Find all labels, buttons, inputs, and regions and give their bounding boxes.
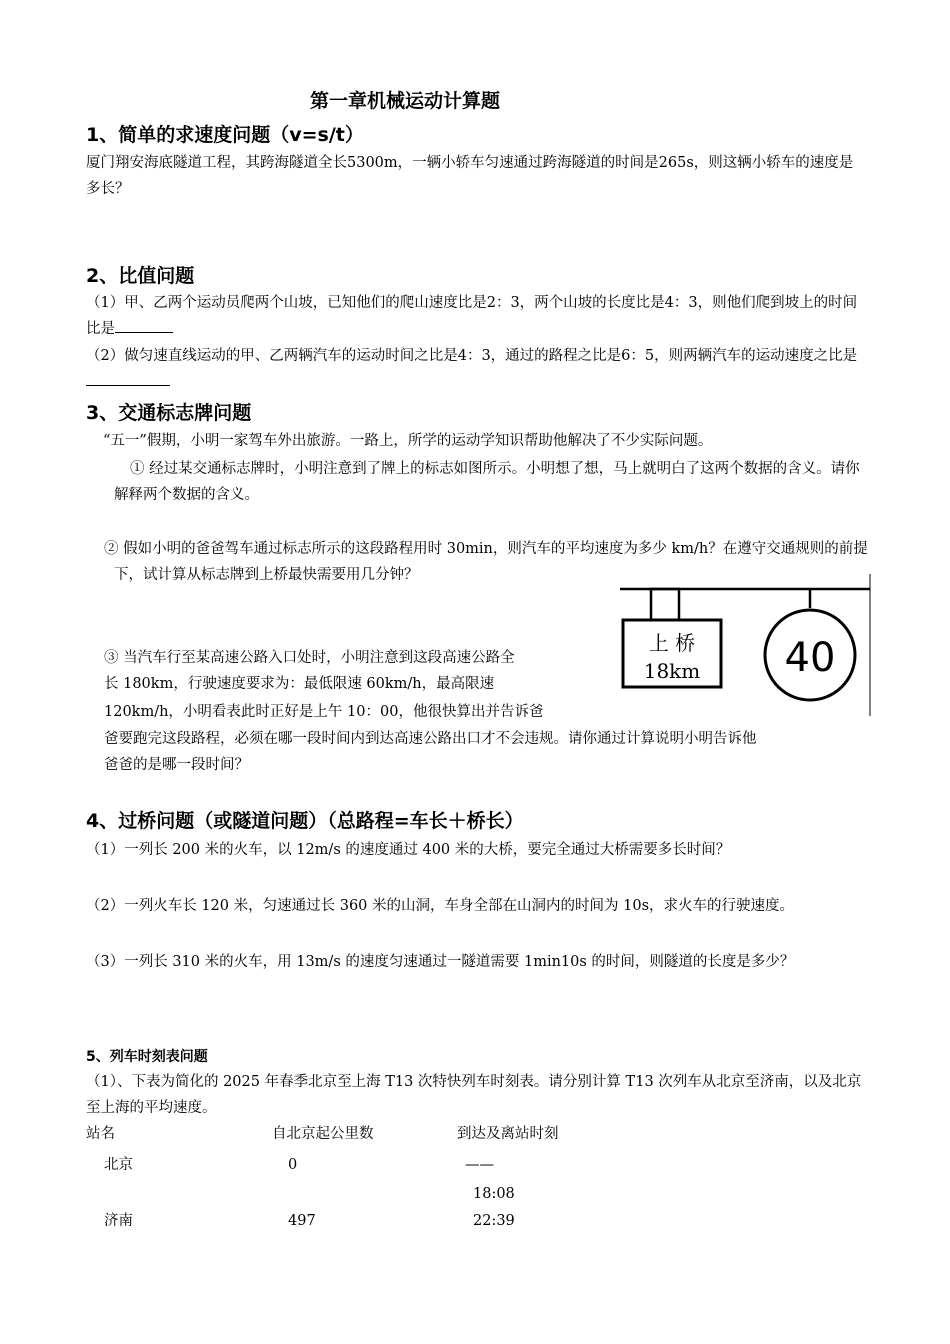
answer-blank[interactable] — [86, 371, 170, 386]
section-4-q1: （1）一列长 200 米的火车，以 12m/s 的速度通过 400 米的大桥，要完全通过大桥需要多长时间？ — [86, 842, 731, 858]
table-row-station: 济南 — [104, 1213, 133, 1229]
section-3-intro: “五一”假期，小明一家驾车外出旅游。一路上，所学的运动学知识帮助他解决了不少实际问题。 — [103, 433, 713, 449]
table-row-km: 0 — [288, 1157, 298, 1173]
sign-text-bridge: 上 桥 — [648, 631, 696, 655]
section-5-q1: （1）、下表为简化的 2025 年春季北京至上海 T13 次特快列车时刻表。请分别计算 T13 次列车从北京至济南，以及北京至上海的平均速度。 — [86, 1074, 862, 1116]
page-title: 第一章机械运动计算题 — [310, 90, 501, 112]
section-4-heading: 4、过桥问题（或隧道问题）（总路程=车长＋桥长） — [86, 810, 524, 832]
traffic-sign-figure — [614, 570, 872, 718]
table-row-time: —— — [465, 1157, 494, 1173]
sign-bracket — [651, 589, 679, 620]
table-header-km: 自北京起公里数 — [272, 1126, 374, 1142]
sign-text-distance: 18km — [643, 659, 701, 683]
table-row-km: 497 — [288, 1213, 316, 1229]
section-2-heading: 2、比值问题 — [86, 265, 195, 287]
section-4-q2: （2）一列火车长 120 米，匀速通过长 360 米的山洞，车身全部在山洞内的时间为 10s，求火车的行驶速度。 — [86, 898, 795, 914]
section-4-q3: （3）一列长 310 米的火车，用 13m/s 的速度匀速通过一隧道需要 1min10s 的时间，则隧道的长度是多少？ — [86, 954, 795, 970]
section-3-q1: ① 经过某交通标志牌时，小明注意到了牌上的标志如图所示。小明想了想，马上就明白了这两个数据的含义。请你解释两个数据的含义。 — [114, 461, 860, 503]
section-2-q1-text: （1）甲、乙两个运动员爬两个山坡，已知他们的爬山速度比是2：3，两个山坡的长度比是4：3，则他们爬到坡上的时间比是 — [86, 295, 858, 337]
section-2-q2 — [86, 343, 864, 395]
section-3-q3-line5: 爸爸的是哪一段时间？ — [104, 757, 249, 773]
section-3-q3-line3: 120km/h，小明看表此时正好是上午 10：00，他很快算出并告诉爸 — [104, 704, 544, 720]
table-row-time: 22:39 — [473, 1213, 515, 1229]
answer-blank[interactable] — [115, 318, 173, 333]
section-3-heading: 3、交通标志牌问题 — [86, 402, 252, 424]
section-2-q1 — [86, 290, 864, 342]
section-3-q2: ② 假如小明的爸爸驾车通过标志所示的这段路程用时 30min，则汽车的平均速度为多少 km/h？在遵守交通规则的前提下，试计算从标志牌到上桥最快需要用几分钟？ — [104, 541, 868, 583]
section-5-heading: 5、列车时刻表问题 — [86, 1049, 208, 1065]
table-header-station: 站名 — [86, 1126, 115, 1142]
table-row-time: 18:08 — [473, 1186, 515, 1202]
section-1-text: 厦门翔安海底隧道工程，其跨海隧道全长5300m，一辆小轿车匀速通过跨海隧道的时间是265s，则这辆小轿车的速度是多长？ — [86, 155, 854, 197]
section-3-q3-line4: 爸要跑完这段路程，必须在哪一段时间内到达高速公路出口才不会违规。请你通过计算说明小明告诉他 — [104, 731, 757, 747]
table-header-time: 到达及离站时刻 — [457, 1126, 559, 1142]
section-1-heading: 1、简单的求速度问题（v=s/t） — [86, 124, 364, 146]
section-3-q3-line1: ③ 当汽车行至某高速公路入口处时，小明注意到这段高速公路全 — [104, 650, 515, 666]
section-2-q2-text: （2）做匀速直线运动的甲、乙两辆汽车的运动时间之比是4：3，通过的路程之比是6：5，则两辆汽车的运动速度之比是 — [86, 348, 858, 364]
section-3-q3-line2: 长 180km，行驶速度要求为：最低限速 60km/h，最高限速 — [104, 676, 495, 692]
speed-limit-value: 40 — [784, 635, 836, 681]
table-row-station: 北京 — [104, 1157, 133, 1173]
